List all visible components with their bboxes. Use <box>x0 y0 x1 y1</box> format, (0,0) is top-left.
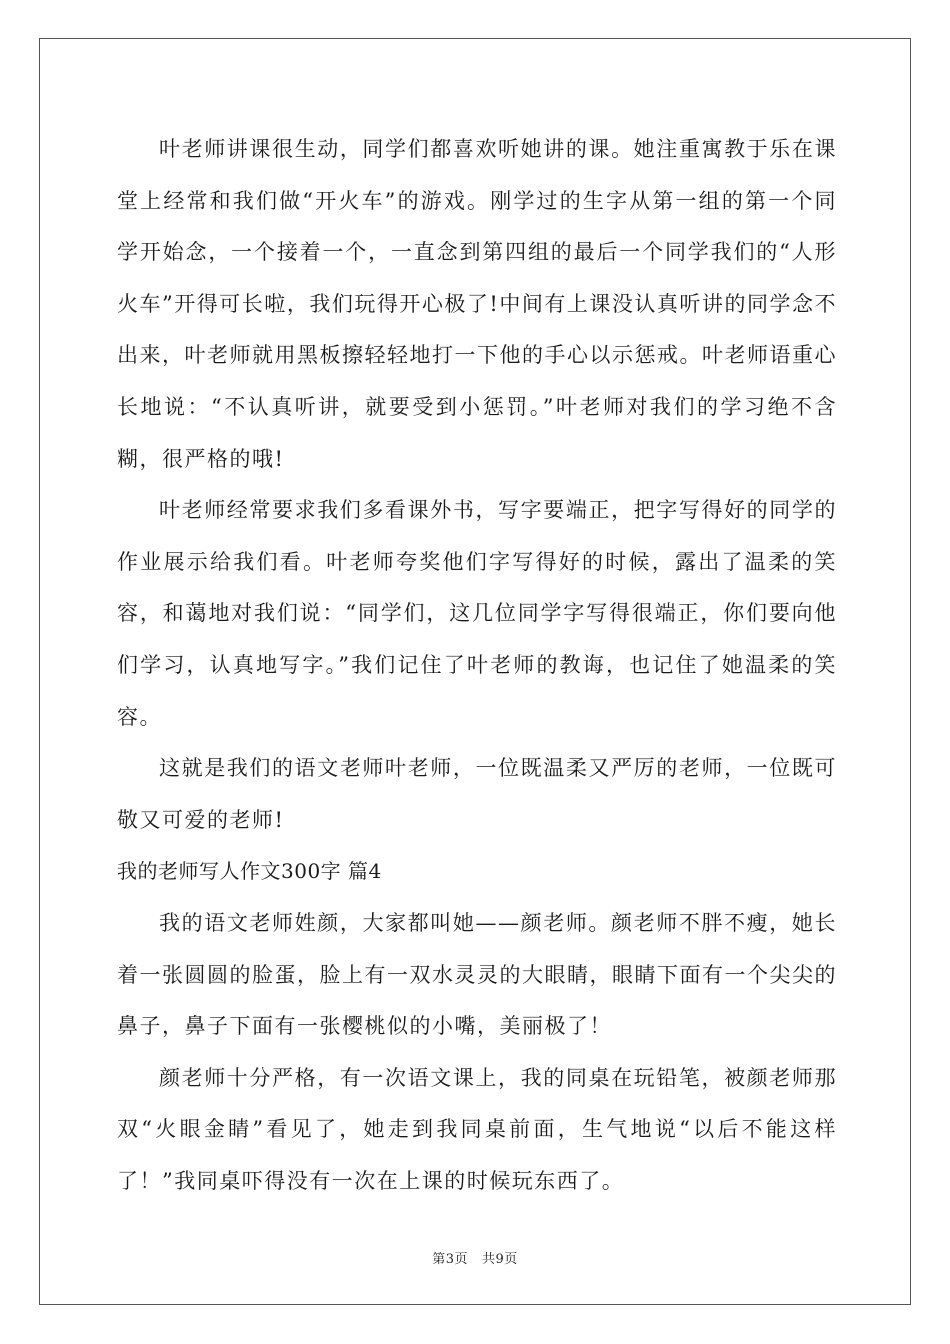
paragraph: 我的语文老师姓颜，大家都叫她——颜老师。颜老师不胖不瘦，她长着一张圆圆的脸蛋，脸上有一双水灵灵的大眼睛，眼睛下面有一个尖尖的鼻子，鼻子下面有一张樱桃似的小嘴，美丽极了！ <box>117 910 837 1039</box>
page-footer <box>0 1248 950 1267</box>
section-heading: 我的老师写人作文300字 篇4 <box>117 859 382 884</box>
page-total: 共9页 <box>481 1252 518 1267</box>
paragraph: 叶老师经常要求我们多看课外书，写字要端正，把字写得好的同学的作业展示给我们看。叶老师夸奖他们字写得好的时候，露出了温柔的笑容，和蔼地对我们说：“同学们，这几位同学字写得很端正，你们要向他们学习，认真地写字。”我们记住了叶老师的教诲，也记住了她温柔的笑容。 <box>117 498 837 729</box>
paragraph: 叶老师讲课很生动，同学们都喜欢听她讲的课。她注重寓教于乐在课堂上经常和我们做“开火车”的游戏。刚学过的生字从第一组的第一个同学开始念，一个接着一个，一直念到第四组的最后一个同学我们的“人形火车”开得可长啦，我们玩得开心极了!中间有上课没认真听讲的同学念不出来，叶老师就用黑板擦轻轻地打一下他的手心以示惩戒。叶老师语重心长地说：“不认真听讲，就要受到小惩罚。”叶老师对我们的学习绝不含糊，很严格的哦! <box>117 137 837 471</box>
paragraph: 颜老师十分严格，有一次语文课上，我的同桌在玩铅笔，被颜老师那双“火眼金睛”看见了，她走到我同桌前面，生气地说“以后不能这样了！”我同桌吓得没有一次在上课的时候玩东西了。 <box>117 1065 837 1193</box>
paragraph: 这就是我们的语文老师叶老师，一位既温柔又严厉的老师，一位既可敬又可爱的老师! <box>117 756 837 832</box>
page-number: 第3页 <box>432 1252 469 1267</box>
document-body <box>117 124 837 1207</box>
